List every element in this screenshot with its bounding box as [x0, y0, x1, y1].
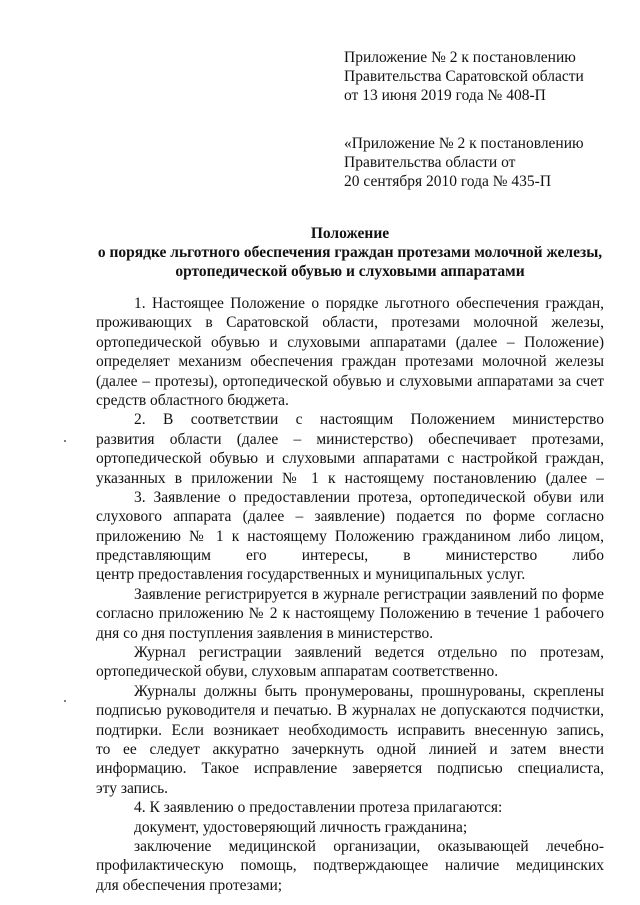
body-line: (далее – протезы), ортопедической обувью и слуховыми аппаратами за счет [96, 372, 604, 390]
body-line: указанных в приложении № 1 к настоящему постановлению (далее – [96, 469, 604, 487]
body-line: подписью руководителя и печатью. В журналах не допускаются подчистки, [96, 702, 604, 720]
annex-line: от 13 июня 2019 года № 408-П [344, 87, 546, 104]
body-line: заключение медицинской организации, оказывающей лечебно- [134, 837, 604, 855]
document-title [96, 224, 604, 281]
body-line: согласно приложению № 2 к настоящему Положению в течение 1 рабочего [96, 605, 604, 623]
body-line: проживающих в Саратовской области, протезами молочной железы, [96, 314, 604, 332]
annex-line: «Приложение № 2 к постановлению [344, 135, 584, 152]
body-line: развития области (далее – министерство) обеспечивает протезами, [96, 430, 604, 448]
body-line: подтирки. Если возникает необходимость исправить внесенную запись, [96, 721, 604, 739]
annex-reference-previous [344, 134, 604, 191]
body-line: ортопедической обувью и слуховыми аппаратами (далее – Положение) [96, 333, 604, 351]
body-line: определяет механизм обеспечения граждан протезами молочной железы [96, 353, 604, 371]
document-body [96, 294, 604, 895]
body-line: центр предоставления государственных и муниципальных услуг. [96, 566, 526, 584]
body-line: Журнал регистрации заявлений ведется отдельно по протезам, [134, 644, 604, 662]
body-line: эту запись. [96, 779, 169, 797]
body-line: документ, удостоверяющий личность гражданина; [134, 818, 468, 836]
body-line: представляющим его интересы, в министерство либо [96, 547, 604, 565]
body-line: для обеспечения протезами; [96, 876, 283, 894]
body-line: 3. Заявление о предоставлении протеза, ортопедической обуви или [134, 488, 604, 506]
body-line: 4. К заявлению о предоставлении протеза прилагаются: [134, 799, 503, 817]
body-line: дня со дня поступления заявления в министерство. [96, 624, 434, 642]
body-line: 2. В соответствии с настоящим Положением министерство [134, 411, 604, 429]
annex-line: Приложение № 2 к постановлению [344, 49, 576, 66]
body-line: 1. Настоящее Положение о порядке льготного обеспечения граждан, [134, 295, 604, 312]
scan-speck [64, 700, 66, 702]
title-line: о порядке льготного обеспечения граждан протезами молочной железы, [97, 244, 603, 261]
body-line: ортопедической обувью и слуховыми аппаратами с настройкой граждан, [96, 450, 604, 468]
annex-line: Правительства области от [344, 154, 516, 171]
body-line: средств областного бюджета. [96, 391, 289, 409]
scan-speck [64, 440, 66, 442]
annex-line: Правительства Саратовской области [344, 68, 584, 85]
title-line: ортопедической обувью и слуховыми аппаратами [175, 263, 525, 280]
body-line: информацию. Такое исправление заверяется подписью специалиста, [96, 760, 604, 778]
annex-line: 20 сентября 2010 года № 435-П [344, 173, 552, 190]
annex-reference-current [344, 48, 604, 105]
body-line: Заявление регистрируется в журнале регистрации заявлений по форме [134, 585, 604, 603]
body-line: Журналы должны быть пронумерованы, прошнурованы, скреплены [134, 682, 604, 700]
body-line: приложению № 1 к настоящему Положению гражданином либо лицом, [96, 527, 604, 545]
body-line: слухового аппарата (далее – заявление) подается по форме согласно [96, 508, 604, 526]
body-line: профилактическую помощь, подтверждающее наличие медицинских [96, 857, 604, 875]
body-line: ортопедической обуви, слуховым аппаратам соответственно. [96, 663, 499, 681]
title-line: Положение [310, 225, 390, 242]
body-line: то ее следует аккуратно зачеркнуть одной линией и затем внести [96, 740, 604, 758]
